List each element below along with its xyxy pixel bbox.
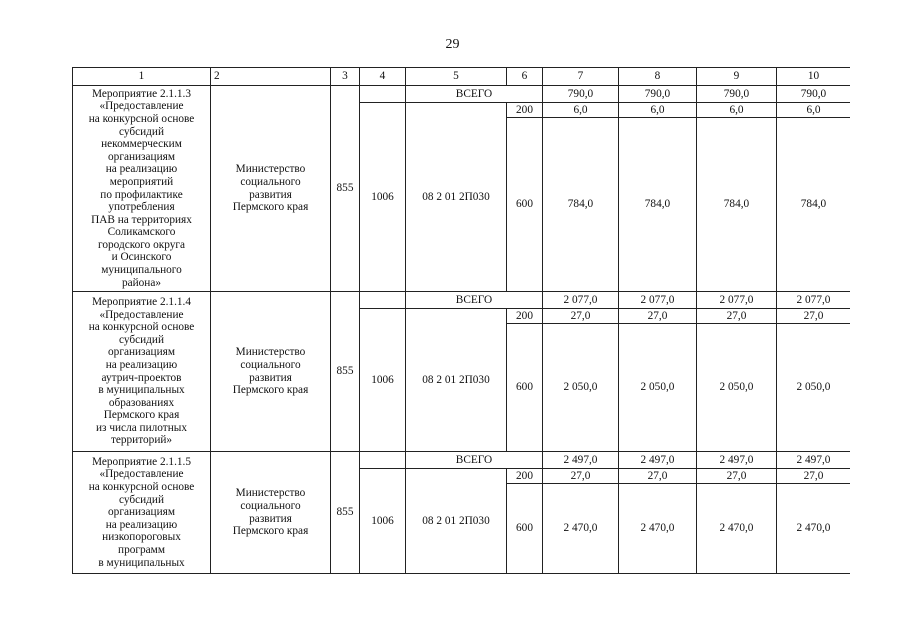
value-cell: 27,0 bbox=[777, 469, 851, 484]
total-label: ВСЕГО bbox=[406, 86, 543, 103]
total-value-cell: 2 497,0 bbox=[619, 452, 697, 469]
total-value-cell: 2 497,0 bbox=[543, 452, 619, 469]
activity-description: Мероприятие 2.1.1.3 «Предоставление на конкурсной основе субсидий некоммерческим организациям на реализацию мероприятий по профилактике употребления ПАВ на территориях Соликамского городского округа и Осинского муниципального района» bbox=[73, 86, 211, 292]
total-value-cell: 2 497,0 bbox=[697, 452, 777, 469]
empty-cell bbox=[360, 292, 406, 309]
activity-description: Мероприятие 2.1.1.4 «Предоставление на конкурсной основе субсидий организациям на реализацию аутрич-проектов в муниципальных образованиях Пермского края из числа пилотных территорий» bbox=[73, 292, 211, 452]
code-col3-cell: 855 bbox=[331, 452, 360, 574]
column-header: 10 bbox=[777, 68, 851, 86]
value-cell: 2 470,0 bbox=[543, 484, 619, 574]
total-value-cell: 790,0 bbox=[777, 86, 851, 103]
value-cell: 6,0 bbox=[777, 103, 851, 118]
total-label: ВСЕГО bbox=[406, 452, 543, 469]
expense-type-cell: 200 bbox=[507, 309, 543, 324]
value-cell: 784,0 bbox=[619, 118, 697, 292]
code-col4-cell: 1006 bbox=[360, 469, 406, 574]
code-col4-cell: 1006 bbox=[360, 103, 406, 292]
total-label: ВСЕГО bbox=[406, 292, 543, 309]
expense-type-cell: 200 bbox=[507, 103, 543, 118]
value-cell: 784,0 bbox=[777, 118, 851, 292]
column-header: 9 bbox=[697, 68, 777, 86]
activity-description: Мероприятие 2.1.1.5 «Предоставление на конкурсной основе субсидий организациям на реализацию низкопороговых программ в муниципальных bbox=[73, 452, 211, 574]
table-body bbox=[73, 68, 851, 574]
value-cell: 2 470,0 bbox=[697, 484, 777, 574]
budget-table bbox=[72, 67, 850, 574]
code-col5-cell: 08 2 01 2П030 bbox=[406, 309, 507, 452]
value-cell: 2 470,0 bbox=[777, 484, 851, 574]
value-cell: 784,0 bbox=[697, 118, 777, 292]
value-cell: 6,0 bbox=[543, 103, 619, 118]
total-value-cell: 790,0 bbox=[543, 86, 619, 103]
budget-table-container bbox=[72, 67, 850, 577]
expense-type-cell: 600 bbox=[507, 118, 543, 292]
expense-type-cell: 200 bbox=[507, 469, 543, 484]
value-cell: 784,0 bbox=[543, 118, 619, 292]
ministry-cell: Министерство социального развития Пермского края bbox=[211, 292, 331, 452]
total-value-cell: 2 497,0 bbox=[777, 452, 851, 469]
value-cell: 2 050,0 bbox=[777, 324, 851, 452]
value-cell: 6,0 bbox=[619, 103, 697, 118]
column-header: 5 bbox=[406, 68, 507, 86]
value-cell: 2 050,0 bbox=[619, 324, 697, 452]
value-cell: 27,0 bbox=[619, 309, 697, 324]
expense-type-cell: 600 bbox=[507, 324, 543, 452]
value-cell: 27,0 bbox=[697, 469, 777, 484]
value-cell: 27,0 bbox=[619, 469, 697, 484]
code-col4-cell: 1006 bbox=[360, 309, 406, 452]
code-col5-cell: 08 2 01 2П030 bbox=[406, 103, 507, 292]
page-number: 29 bbox=[445, 37, 460, 52]
activity-total-row bbox=[73, 452, 851, 469]
activity-total-row bbox=[73, 86, 851, 103]
column-header: 7 bbox=[543, 68, 619, 86]
value-cell: 27,0 bbox=[777, 309, 851, 324]
value-cell: 2 050,0 bbox=[697, 324, 777, 452]
value-cell: 27,0 bbox=[543, 469, 619, 484]
header-row bbox=[73, 68, 851, 86]
column-header: 4 bbox=[360, 68, 406, 86]
column-header: 1 bbox=[73, 68, 211, 86]
value-cell: 6,0 bbox=[697, 103, 777, 118]
expense-type-cell: 600 bbox=[507, 484, 543, 574]
column-header: 2 bbox=[211, 68, 331, 86]
total-value-cell: 2 077,0 bbox=[697, 292, 777, 309]
code-col5-cell: 08 2 01 2П030 bbox=[406, 469, 507, 574]
activity-total-row bbox=[73, 292, 851, 309]
code-col3-cell: 855 bbox=[331, 292, 360, 452]
total-value-cell: 790,0 bbox=[697, 86, 777, 103]
column-header: 8 bbox=[619, 68, 697, 86]
column-header: 6 bbox=[507, 68, 543, 86]
total-value-cell: 790,0 bbox=[619, 86, 697, 103]
total-value-cell: 2 077,0 bbox=[777, 292, 851, 309]
total-value-cell: 2 077,0 bbox=[619, 292, 697, 309]
column-header: 3 bbox=[331, 68, 360, 86]
ministry-cell: Министерство социального развития Пермского края bbox=[211, 452, 331, 574]
empty-cell bbox=[360, 452, 406, 469]
value-cell: 2 050,0 bbox=[543, 324, 619, 452]
ministry-cell: Министерство социального развития Пермского края bbox=[211, 86, 331, 292]
value-cell: 2 470,0 bbox=[619, 484, 697, 574]
code-col3-cell: 855 bbox=[331, 86, 360, 292]
total-value-cell: 2 077,0 bbox=[543, 292, 619, 309]
value-cell: 27,0 bbox=[543, 309, 619, 324]
value-cell: 27,0 bbox=[697, 309, 777, 324]
empty-cell bbox=[360, 86, 406, 103]
